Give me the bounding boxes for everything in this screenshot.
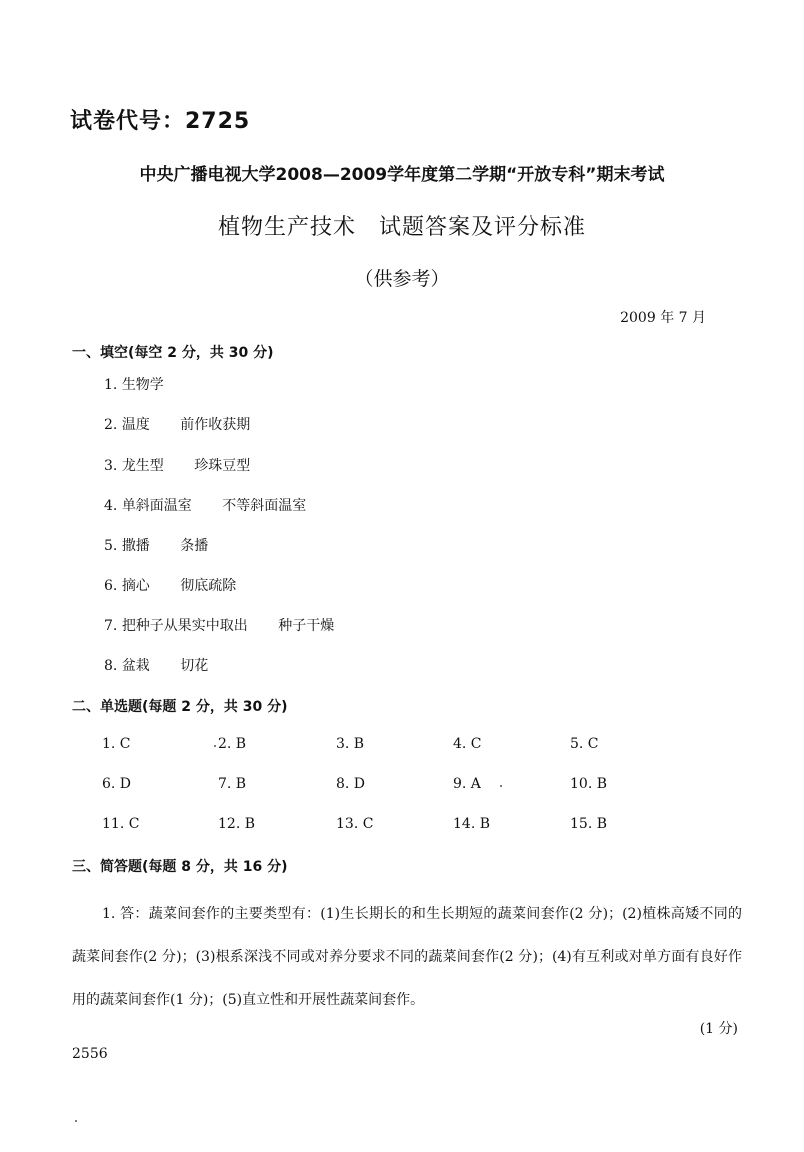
section3-heading: 三、简答题(每题 8 分，共 16 分) xyxy=(72,859,288,875)
section1-heading: 一、填空(每空 2 分，共 30 分) xyxy=(72,345,274,361)
item-number: 2. xyxy=(104,417,118,433)
answer-a: 盆栽 xyxy=(121,658,150,674)
scan-speck xyxy=(500,785,502,787)
answer-a: 龙生型 xyxy=(121,458,164,474)
answer-a: 单斜面温室 xyxy=(121,498,192,514)
answer-b: 切花 xyxy=(180,658,209,674)
item-number: 3. xyxy=(104,458,118,474)
item-number: 5. xyxy=(104,538,118,554)
subject-title: 植物生产技术 试题答案及评分标准 xyxy=(217,215,586,240)
item-number: 4. xyxy=(104,498,118,514)
choice-answer: 7. B xyxy=(218,776,247,792)
item-number: 7. xyxy=(104,618,118,634)
scan-speck xyxy=(214,745,216,747)
fill-item xyxy=(104,374,164,394)
item-number: 8. xyxy=(104,658,118,674)
choice-answer: 11. C xyxy=(102,816,140,832)
section2-heading: 二、单选题(每题 2 分，共 30 分) xyxy=(72,699,288,715)
exam-title: 中央广播电视大学2008—2009学年度第二学期“开放专科”期末考试 xyxy=(139,165,665,185)
fill-item xyxy=(104,535,208,555)
answer-a: 温度 xyxy=(121,417,150,433)
answer-b: 彻底疏除 xyxy=(180,578,237,594)
answer-a: 摘心 xyxy=(121,578,150,594)
paper-code: 试卷代号：2725 xyxy=(70,109,251,134)
choice-answer: 10. B xyxy=(570,776,608,792)
choice-answer: 14. B xyxy=(453,816,491,832)
fill-item xyxy=(104,575,236,595)
answer-b: 珍珠豆型 xyxy=(194,458,251,474)
choice-answer: 15. B xyxy=(570,816,608,832)
page-number: 2556 xyxy=(72,1046,108,1062)
choice-answer: 6. D xyxy=(102,776,132,792)
fill-item xyxy=(104,495,306,515)
item-number: 6. xyxy=(104,578,118,594)
fill-item xyxy=(104,414,250,434)
fill-item xyxy=(104,455,250,475)
choice-answer: 4. C xyxy=(453,736,482,752)
answer-a: 把种子从果实中取出 xyxy=(121,618,248,634)
choice-answer: 13. C xyxy=(336,816,374,832)
exam-date: 2009 年 7 月 xyxy=(620,310,706,326)
choice-answer: 9. A xyxy=(453,776,481,792)
score-note: (1 分) xyxy=(699,1021,738,1037)
choice-answer: 5. C xyxy=(570,736,599,752)
answer-a: 生物学 xyxy=(121,377,164,393)
answer-b: 不等斜面温室 xyxy=(222,498,307,514)
choice-answer: 12. B xyxy=(218,816,256,832)
reference-note: （供参考） xyxy=(354,268,450,290)
answer-b: 条播 xyxy=(180,538,209,554)
item-number: 1. xyxy=(104,377,118,393)
choice-answer: 3. B xyxy=(336,736,365,752)
scan-speck xyxy=(75,1120,77,1122)
fill-item xyxy=(104,615,334,635)
choice-answer: 2. B xyxy=(218,736,247,752)
short-answer-1: 1. 答：蔬菜间套作的主要类型有：(1)生长期长的和生长期短的蔬菜间套作(2 分)；(2)植株高矮不同的蔬菜间套作(2 分)；(3)根系深浅不同或对养分要求不同的蔬菜间套作(2 分)；(4)有互利或对单方面有良好作用的蔬菜间套作(1 分)；(5)直立性和开展性蔬菜间套作。 xyxy=(72,906,742,1008)
answer-a: 撒播 xyxy=(121,538,150,554)
answer-b: 前作收获期 xyxy=(180,417,251,433)
choice-answer: 8. D xyxy=(336,776,366,792)
answer-b: 种子干燥 xyxy=(278,618,335,634)
fill-item xyxy=(104,655,208,675)
choice-answer: 1. C xyxy=(102,736,131,752)
